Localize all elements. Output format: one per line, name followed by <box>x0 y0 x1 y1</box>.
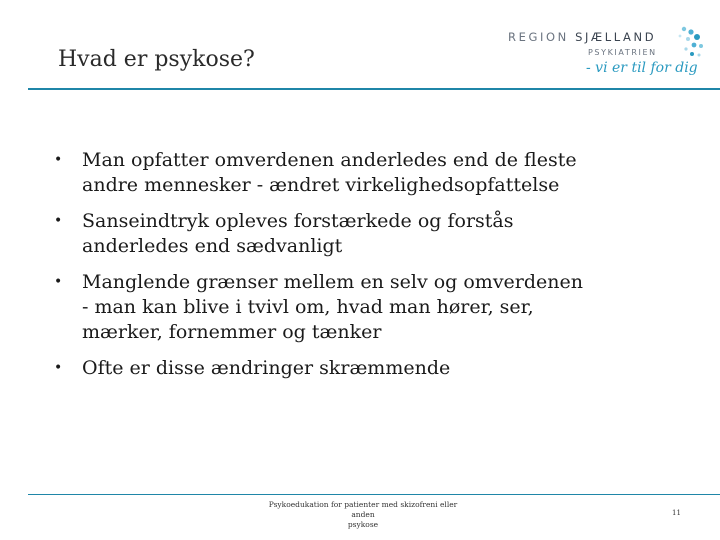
logo-sjaelland-word: SJÆLLAND <box>575 30 657 44</box>
bullet-dot: • <box>54 152 63 168</box>
bullet-list <box>54 148 694 392</box>
bullet-line: anderledes end sædvanligt <box>82 235 343 257</box>
bullet-line: - man kan blive i tvivl om, hvad man hører, ser, <box>82 296 534 318</box>
header-divider <box>28 88 720 90</box>
bullet-line: Man opfatter omverdenen anderledes end de fleste <box>82 149 577 171</box>
bullet-line: Sanseindtryk opleves forstærkede og forstås <box>82 210 514 232</box>
footer-line: psykose <box>347 520 379 529</box>
bullet-line: mærker, fornemmer og tænker <box>82 321 382 343</box>
bullet-line: andre mennesker - ændret virkelighedsopfattelse <box>82 174 560 196</box>
bullet-line: Ofte er disse ændringer skræmmende <box>82 357 451 379</box>
slide-title: Hvad er psykose? <box>58 47 255 72</box>
list-item <box>54 148 694 198</box>
logo-region-text <box>508 30 656 44</box>
bullet-line: Manglende grænser mellem en selv og omverdenen <box>82 271 584 293</box>
bullet-dot: • <box>54 360 63 376</box>
page-number: 11 <box>672 509 681 517</box>
footer-divider <box>28 494 720 495</box>
bullet-dot: • <box>54 274 63 290</box>
logo-dots-icon <box>664 24 708 64</box>
logo-region-word: REGION <box>508 30 576 44</box>
list-item <box>54 270 694 345</box>
footer-text <box>258 500 468 530</box>
region-sjaelland-logo <box>508 24 708 88</box>
list-item <box>54 209 694 259</box>
logo-division-text: PSYKIATRIEN <box>588 48 657 57</box>
footer-line: Psykoedukation for patienter med skizofreni eller anden <box>268 500 458 519</box>
list-item <box>54 356 694 381</box>
logo-tagline: - vi er til for dig <box>586 60 698 76</box>
bullet-dot: • <box>54 213 63 229</box>
